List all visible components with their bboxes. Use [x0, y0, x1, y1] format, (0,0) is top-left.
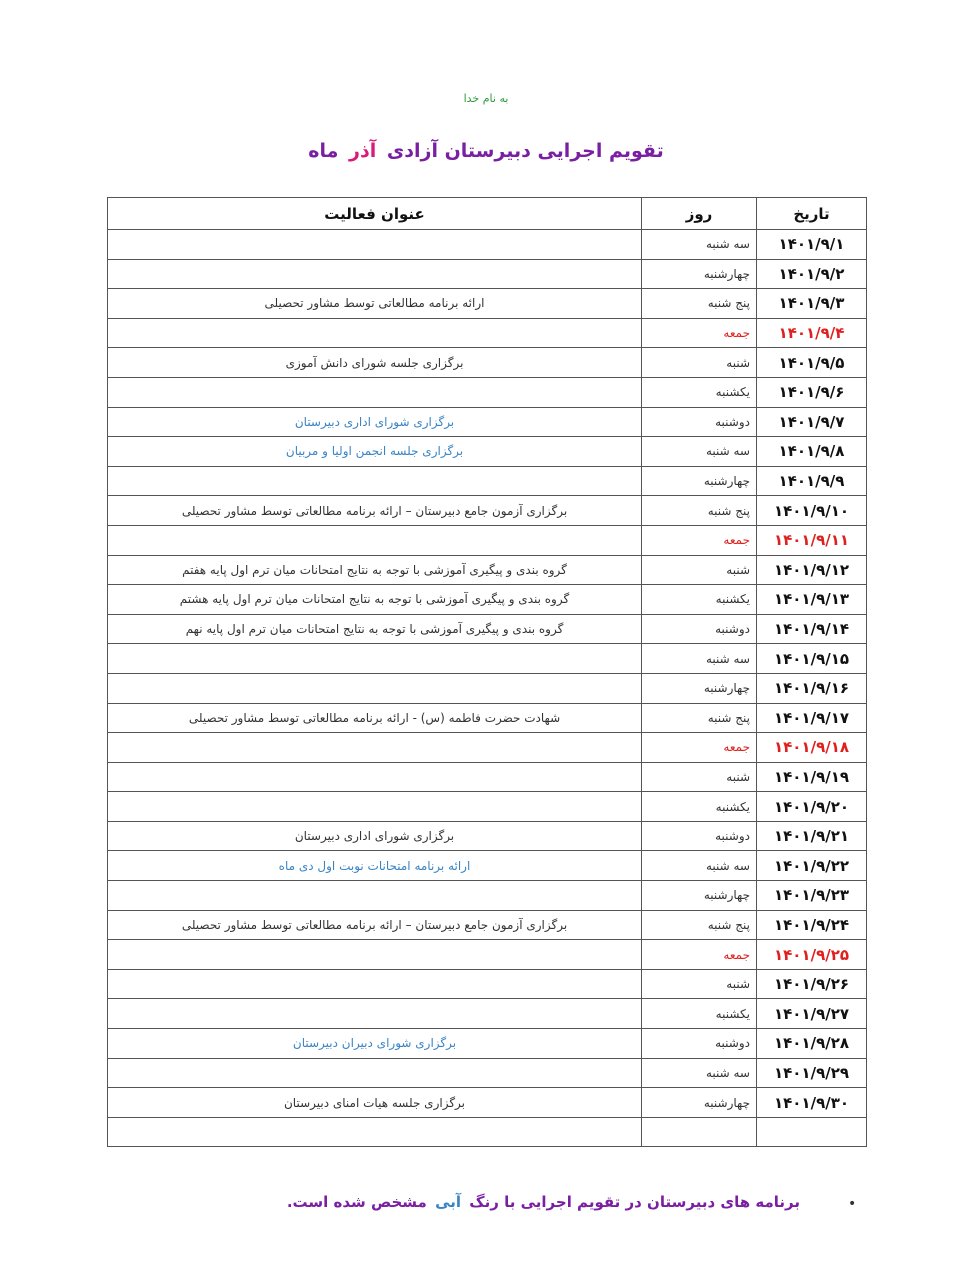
table-row — [108, 1029, 867, 1059]
row-activity — [108, 940, 642, 970]
row-activity — [108, 377, 642, 407]
row-day: دوشنبه — [642, 614, 757, 644]
row-activity: برگزاری شورای اداری دبیرستان — [108, 407, 642, 437]
row-activity — [108, 318, 642, 348]
row-day: پنج شنبه — [642, 703, 757, 733]
header-activity: عنوان فعالیت — [108, 198, 642, 230]
table-row — [108, 230, 867, 260]
table-row — [108, 644, 867, 674]
title-suffix: ماه — [308, 140, 339, 162]
row-day: یکشنبه — [642, 585, 757, 615]
row-day — [642, 1117, 757, 1147]
table-row — [108, 1117, 867, 1147]
footer-note — [287, 1193, 800, 1211]
row-activity — [108, 230, 642, 260]
row-day: چهارشنبه — [642, 259, 757, 289]
row-date: ۱۴۰۱/۹/۲ — [757, 259, 867, 289]
table-header-row — [108, 198, 867, 230]
row-activity — [108, 525, 642, 555]
bullet-icon: • — [848, 1196, 857, 1212]
note-text-after: مشخص شده است. — [286, 1193, 427, 1211]
row-day: سه شنبه — [642, 644, 757, 674]
row-day: سه شنبه — [642, 851, 757, 881]
row-activity — [108, 999, 642, 1029]
table-row — [108, 851, 867, 881]
bismillah-header: به نام خدا — [463, 92, 509, 105]
row-date: ۱۴۰۱/۹/۲۵ — [757, 940, 867, 970]
row-day: شنبه — [642, 348, 757, 378]
row-activity — [108, 644, 642, 674]
row-activity — [108, 466, 642, 496]
row-activity: برگزاری آزمون جامع دبیرستان – ارائه برنامه مطالعاتی توسط مشاور تحصیلی — [108, 496, 642, 526]
row-activity: برگزاری شورای دبیران دبیرستان — [108, 1029, 642, 1059]
row-day: شنبه — [642, 555, 757, 585]
row-date: ۱۴۰۱/۹/۱۷ — [757, 703, 867, 733]
page-title — [0, 140, 972, 162]
row-day: یکشنبه — [642, 999, 757, 1029]
table-row — [108, 407, 867, 437]
row-activity: برگزاری شورای اداری دبیرستان — [108, 821, 642, 851]
row-activity: گروه بندی و پیگیری آموزشی با توجه به نتایج امتحانات میان ترم اول پایه هفتم — [108, 555, 642, 585]
table-row — [108, 733, 867, 763]
row-day: پنج شنبه — [642, 496, 757, 526]
row-date: ۱۴۰۱/۹/۲۹ — [757, 1058, 867, 1088]
row-activity: ارائه برنامه امتحانات نوبت اول دی ماه — [108, 851, 642, 881]
row-date: ۱۴۰۱/۹/۱۱ — [757, 525, 867, 555]
row-date: ۱۴۰۱/۹/۶ — [757, 377, 867, 407]
row-day: پنج شنبه — [642, 289, 757, 319]
row-day: شنبه — [642, 762, 757, 792]
row-day: چهارشنبه — [642, 673, 757, 703]
row-activity — [108, 1058, 642, 1088]
row-activity — [108, 733, 642, 763]
table-row — [108, 881, 867, 911]
row-date: ۱۴۰۱/۹/۲۳ — [757, 881, 867, 911]
table-row — [108, 437, 867, 467]
row-day: جمعه — [642, 525, 757, 555]
table-row — [108, 377, 867, 407]
table-row — [108, 496, 867, 526]
table-row — [108, 525, 867, 555]
row-day: سه شنبه — [642, 1058, 757, 1088]
row-activity — [108, 673, 642, 703]
row-activity: گروه بندی و پیگیری آموزشی با توجه به نتایج امتحانات میان ترم اول پایه نهم — [108, 614, 642, 644]
table-row — [108, 585, 867, 615]
header-day: روز — [642, 198, 757, 230]
table-row — [108, 910, 867, 940]
table-row — [108, 348, 867, 378]
row-activity: برگزاری جلسه انجمن اولیا و مربیان — [108, 437, 642, 467]
row-day: جمعه — [642, 940, 757, 970]
table-row — [108, 969, 867, 999]
note-blue-word: آبی — [435, 1193, 462, 1211]
row-day: دوشنبه — [642, 1029, 757, 1059]
row-date: ۱۴۰۱/۹/۱۸ — [757, 733, 867, 763]
table-row — [108, 792, 867, 822]
row-date: ۱۴۰۱/۹/۱۹ — [757, 762, 867, 792]
table-row — [108, 1088, 867, 1118]
row-day: چهارشنبه — [642, 881, 757, 911]
row-activity — [108, 792, 642, 822]
row-date: ۱۴۰۱/۹/۱۲ — [757, 555, 867, 585]
title-main: تقویم اجرایی دبیرستان آزادی — [386, 140, 664, 162]
row-day: جمعه — [642, 733, 757, 763]
calendar-table — [107, 197, 867, 1147]
table-row — [108, 821, 867, 851]
row-date: ۱۴۰۱/۹/۱۶ — [757, 673, 867, 703]
row-date: ۱۴۰۱/۹/۲۲ — [757, 851, 867, 881]
row-activity: برگزاری جلسه شورای دانش آموزی — [108, 348, 642, 378]
row-date: ۱۴۰۱/۹/۴ — [757, 318, 867, 348]
table-row — [108, 614, 867, 644]
header-date: تاریخ — [757, 198, 867, 230]
row-date: ۱۴۰۱/۹/۲۶ — [757, 969, 867, 999]
title-month: آذر — [349, 140, 377, 162]
row-activity — [108, 1117, 642, 1147]
table-row — [108, 259, 867, 289]
row-date: ۱۴۰۱/۹/۱۳ — [757, 585, 867, 615]
row-date: ۱۴۰۱/۹/۱۰ — [757, 496, 867, 526]
row-activity — [108, 259, 642, 289]
table-row — [108, 555, 867, 585]
row-date: ۱۴۰۱/۹/۲۴ — [757, 910, 867, 940]
row-activity — [108, 762, 642, 792]
row-date: ۱۴۰۱/۹/۸ — [757, 437, 867, 467]
row-activity — [108, 881, 642, 911]
table-row — [108, 318, 867, 348]
row-day: چهارشنبه — [642, 1088, 757, 1118]
table-row — [108, 289, 867, 319]
row-date: ۱۴۰۱/۹/۱۵ — [757, 644, 867, 674]
note-text-before: برنامه های دبیرستان در تقویم اجرایی با رنگ — [469, 1193, 800, 1211]
row-date: ۱۴۰۱/۹/۱۴ — [757, 614, 867, 644]
row-date: ۱۴۰۱/۹/۷ — [757, 407, 867, 437]
calendar-body — [108, 230, 867, 1147]
row-day: یکشنبه — [642, 377, 757, 407]
row-date: ۱۴۰۱/۹/۲۱ — [757, 821, 867, 851]
table-row — [108, 1058, 867, 1088]
table-row — [108, 999, 867, 1029]
row-day: دوشنبه — [642, 821, 757, 851]
row-day: دوشنبه — [642, 407, 757, 437]
table-row — [108, 940, 867, 970]
row-date: ۱۴۰۱/۹/۳ — [757, 289, 867, 319]
row-day: شنبه — [642, 969, 757, 999]
row-day: یکشنبه — [642, 792, 757, 822]
row-date: ۱۴۰۱/۹/۹ — [757, 466, 867, 496]
row-activity — [108, 969, 642, 999]
row-date: ۱۴۰۱/۹/۲۸ — [757, 1029, 867, 1059]
row-activity: برگزاری آزمون جامع دبیرستان – ارائه برنامه مطالعاتی توسط مشاور تحصیلی — [108, 910, 642, 940]
table-row — [108, 762, 867, 792]
row-day: سه شنبه — [642, 230, 757, 260]
row-date — [757, 1117, 867, 1147]
row-date: ۱۴۰۱/۹/۲۰ — [757, 792, 867, 822]
row-day: چهارشنبه — [642, 466, 757, 496]
table-row — [108, 703, 867, 733]
row-date: ۱۴۰۱/۹/۱ — [757, 230, 867, 260]
row-date: ۱۴۰۱/۹/۵ — [757, 348, 867, 378]
row-date: ۱۴۰۱/۹/۲۷ — [757, 999, 867, 1029]
row-activity: ارائه برنامه مطالعاتی توسط مشاور تحصیلی — [108, 289, 642, 319]
row-activity: برگزاری جلسه هیات امنای دبیرستان — [108, 1088, 642, 1118]
row-day: پنج شنبه — [642, 910, 757, 940]
table-row — [108, 673, 867, 703]
row-activity: شهادت حضرت فاطمه (س) - ارائه برنامه مطالعاتی توسط مشاور تحصیلی — [108, 703, 642, 733]
table-row — [108, 466, 867, 496]
row-activity: گروه بندی و پیگیری آموزشی با توجه به نتایج امتحانات میان ترم اول پایه هشتم — [108, 585, 642, 615]
row-day: سه شنبه — [642, 437, 757, 467]
row-day: جمعه — [642, 318, 757, 348]
row-date: ۱۴۰۱/۹/۳۰ — [757, 1088, 867, 1118]
